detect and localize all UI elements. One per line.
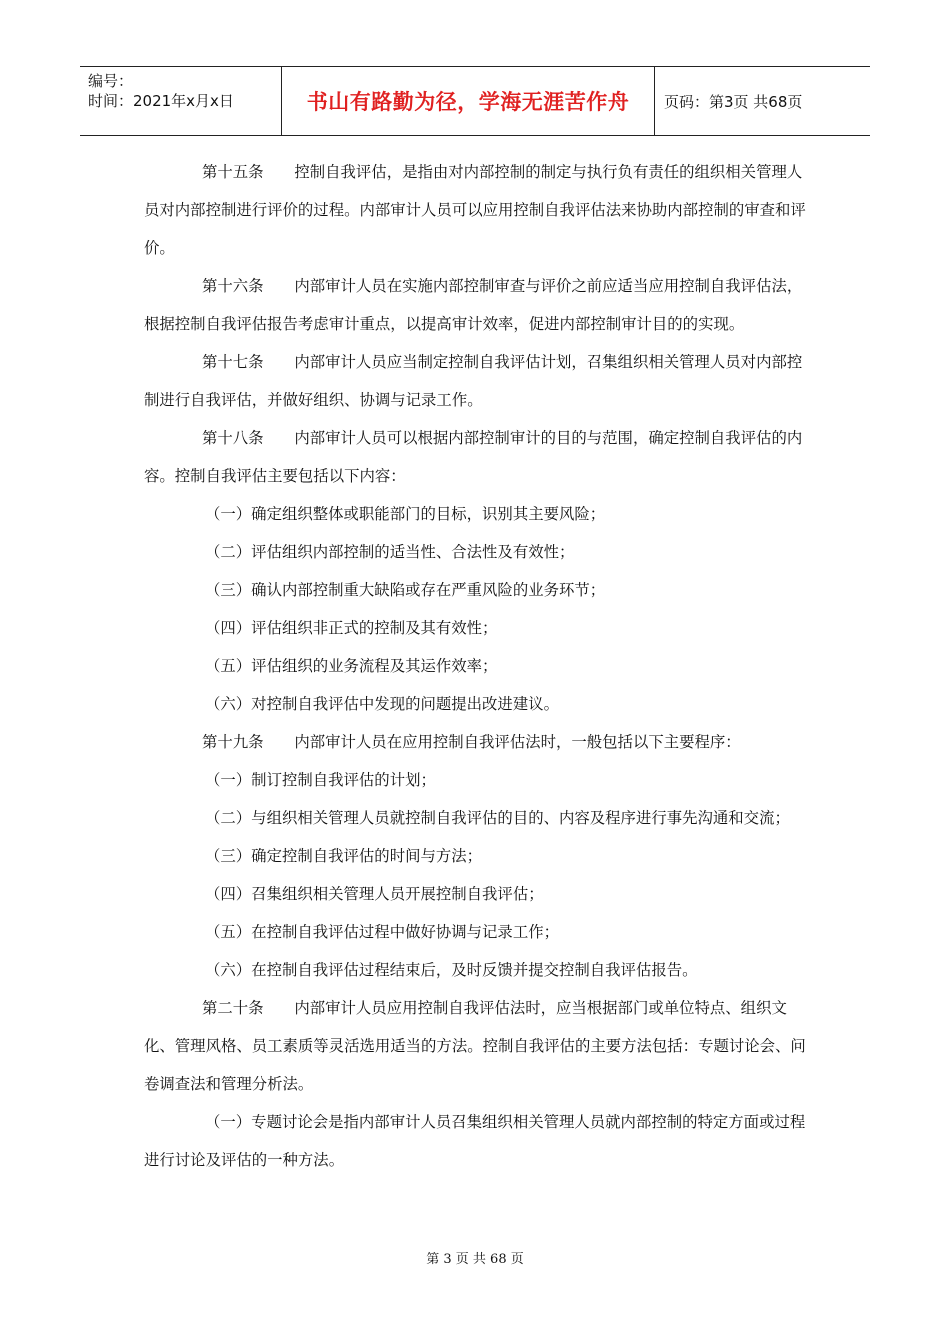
header-motto: 书山有路勤为径，学海无涯苦作舟	[306, 90, 630, 114]
header-meta	[80, 67, 282, 135]
list-item: （二）与组织相关管理人员就控制自我评估的目的、内容及程序进行事先沟通和交流；	[205, 809, 790, 827]
document-body	[144, 153, 810, 1179]
list-item: （六）对控制自我评估中发现的问题提出改进建议。	[205, 695, 559, 713]
article-paragraph: 第十六条 内部审计人员在实施内部控制审查与评价之前应适当应用控制自我评估法，根据控制自我评估报告考虑审计重点，以提高审计效率，促进内部控制审计目的的实现。	[144, 277, 803, 333]
article-paragraph: 第十九条 内部审计人员在应用控制自我评估法时，一般包括以下主要程序：	[202, 733, 741, 751]
header-page-info: 页码：第3页 共68页	[664, 92, 803, 111]
header-motto-cell	[282, 67, 655, 135]
time-label: 时间：2021年x月x日	[88, 92, 234, 110]
number-label: 编号：	[88, 72, 134, 90]
list-item: （六）在控制自我评估过程结束后，及时反馈并提交控制自我评估报告。	[205, 961, 698, 979]
list-item: （一）专题讨论会是指内部审计人员召集组织相关管理人员就内部控制的特定方面或过程进行讨论及评估的一种方法。	[144, 1113, 806, 1169]
article-paragraph: 第十七条 内部审计人员应当制定控制自我评估计划，召集组织相关管理人员对内部控制进行自我评估，并做好组织、协调与记录工作。	[144, 353, 803, 409]
list-item: （五）在控制自我评估过程中做好协调与记录工作；	[205, 923, 559, 941]
article-paragraph: 第二十条 内部审计人员应用控制自我评估法时，应当根据部门或单位特点、组织文化、管理风格、员工素质等灵活选用适当的方法。控制自我评估的主要方法包括：专题讨论会、问卷调查法和管理分析法。	[144, 999, 806, 1093]
list-item: （一）确定组织整体或职能部门的目标，识别其主要风险；	[205, 505, 606, 523]
list-item: （五）评估组织的业务流程及其运作效率；	[205, 657, 498, 675]
article-paragraph: 第十八条 内部审计人员可以根据内部控制审计的目的与范围，确定控制自我评估的内容。控制自我评估主要包括以下内容：	[144, 429, 803, 485]
list-item: （三）确认内部控制重大缺陷或存在严重风险的业务环节；	[205, 581, 606, 599]
list-item: （四）召集组织相关管理人员开展控制自我评估；	[205, 885, 544, 903]
list-item: （二）评估组织内部控制的适当性、合法性及有效性；	[205, 543, 575, 561]
list-item: （三）确定控制自我评估的时间与方法；	[205, 847, 483, 865]
article-paragraph: 第十五条 控制自我评估，是指由对内部控制的制定与执行负有责任的组织相关管理人员对内部控制进行评价的过程。内部审计人员可以应用控制自我评估法来协助内部控制的审查和评价。	[144, 163, 806, 257]
page-header	[80, 66, 870, 136]
list-item: （一）制订控制自我评估的计划；	[205, 771, 436, 789]
list-item: （四）评估组织非正式的控制及其有效性；	[205, 619, 498, 637]
page-footer: 第 3 页 共 68 页	[426, 1252, 524, 1267]
